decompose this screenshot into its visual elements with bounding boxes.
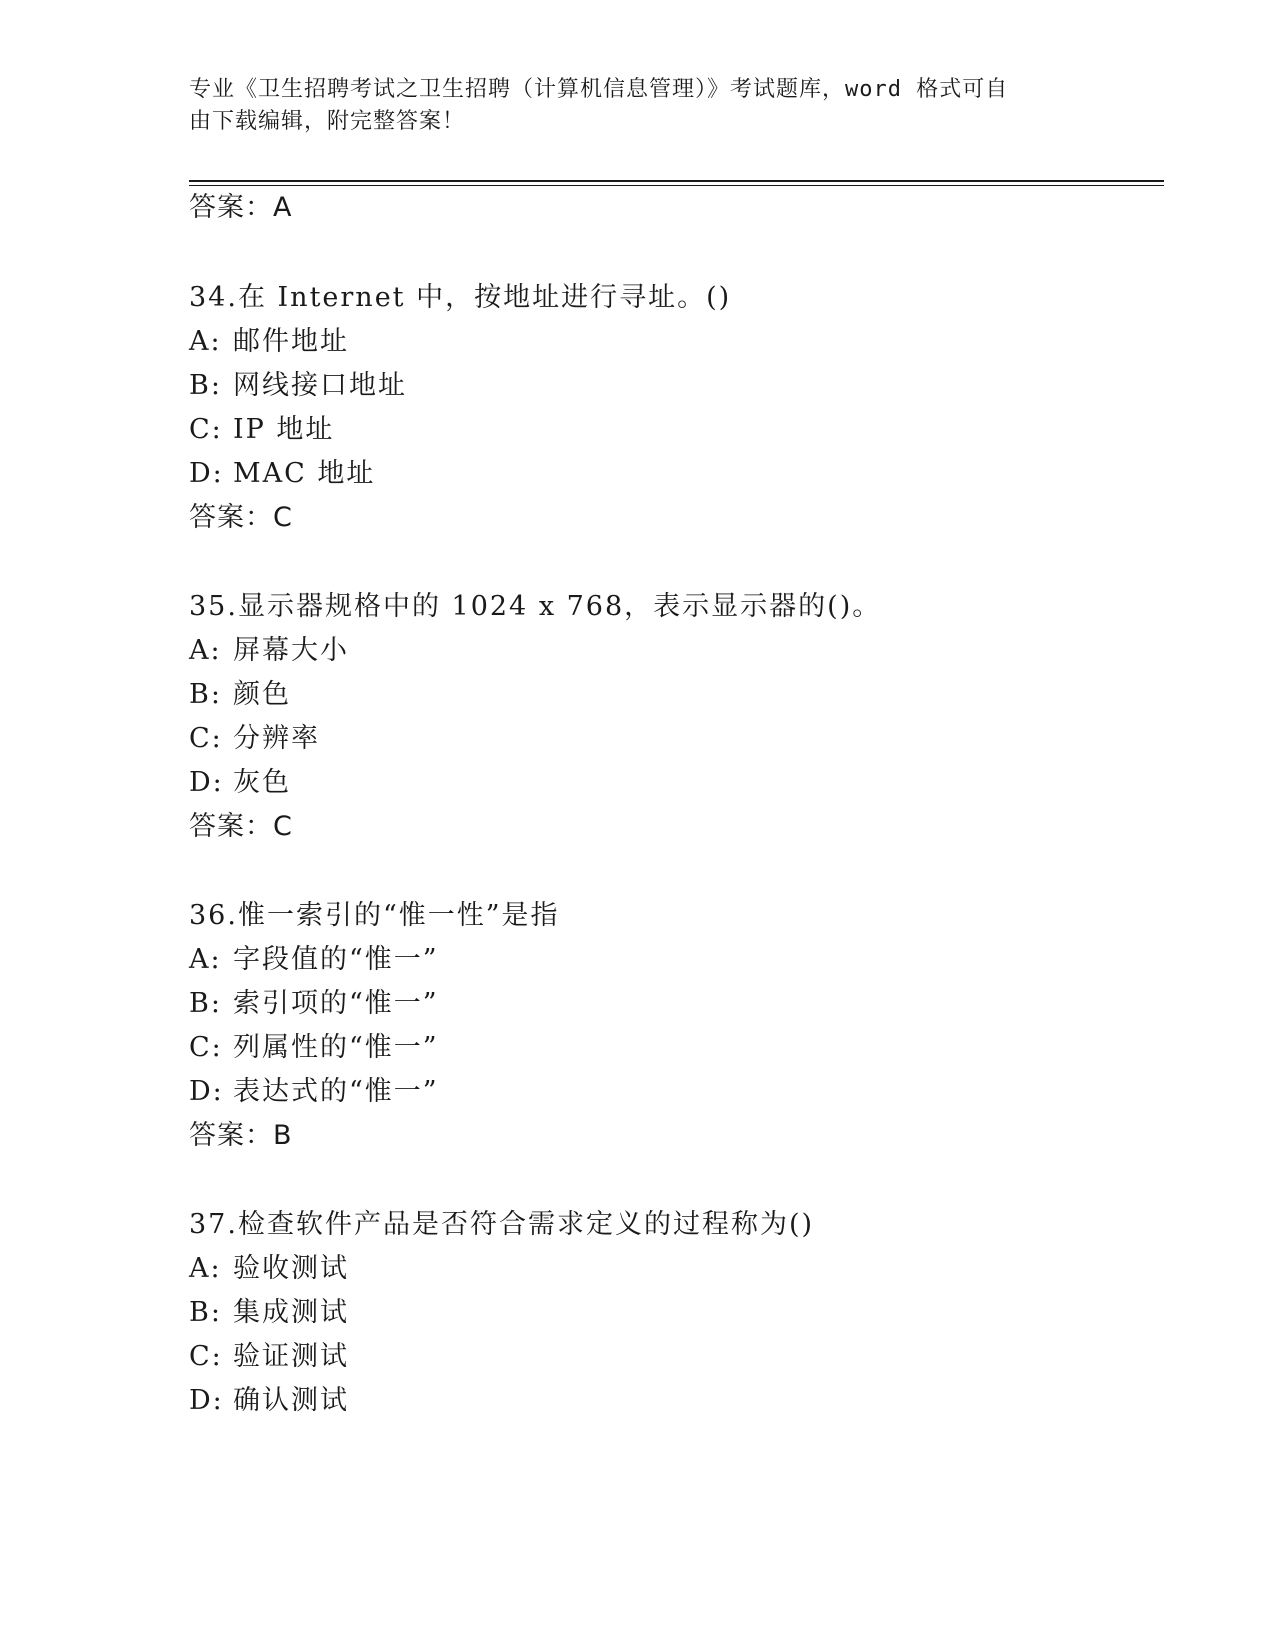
header-line-2: 由下载编辑，附完整答案！ [189, 109, 466, 134]
question-36-answer: 答案：B [189, 1120, 293, 1151]
option-letter: D: [189, 458, 224, 489]
option-letter: C: [189, 723, 223, 754]
question-34-option-b [189, 368, 407, 404]
option-letter: C: [189, 414, 223, 445]
previous-answer: 答案：A [189, 192, 293, 223]
question-36-stem: 36.惟一索引的“惟一性”是指 [189, 900, 560, 931]
option-text: 验收测试 [233, 1253, 349, 1284]
option-text: 集成测试 [233, 1297, 349, 1328]
option-letter: B: [189, 679, 222, 710]
option-text: 网线接口地址 [233, 370, 407, 401]
option-text: 灰色 [233, 767, 291, 798]
option-letter: B: [189, 988, 222, 1019]
option-text: 邮件地址 [233, 326, 349, 357]
question-37-option-d [189, 1383, 349, 1419]
option-letter: A: [189, 635, 222, 666]
option-letter: A: [189, 1253, 222, 1284]
option-text: MAC 地址 [233, 458, 376, 489]
question-35-option-d [189, 765, 291, 801]
question-34-option-c [189, 412, 334, 448]
header-rule-thin [189, 185, 1164, 186]
question-37-option-b [189, 1295, 349, 1331]
question-34-stem: 34.在 Internet 中，按地址进行寻址。() [189, 282, 732, 313]
question-34-answer: 答案：C [189, 502, 293, 533]
option-letter: C: [189, 1341, 223, 1372]
question-35-option-b [189, 677, 291, 713]
option-letter: D: [189, 767, 224, 798]
option-text: 验证测试 [233, 1341, 349, 1372]
option-text: 字段值的“惟一” [233, 944, 439, 975]
option-letter: D: [189, 1076, 224, 1107]
question-36-option-c [189, 1030, 439, 1066]
option-text: IP 地址 [233, 414, 335, 445]
question-37-option-c [189, 1339, 349, 1375]
option-text: 索引项的“惟一” [233, 988, 439, 1019]
question-34-option-d [189, 456, 375, 492]
option-letter: B: [189, 370, 222, 401]
option-letter: A: [189, 326, 222, 357]
question-35-stem: 35.显示器规格中的 1024 x 768，表示显示器的()。 [189, 591, 882, 622]
option-text: 颜色 [233, 679, 291, 710]
option-text: 屏幕大小 [233, 635, 349, 666]
question-35-answer: 答案：C [189, 811, 293, 842]
option-letter: C: [189, 1032, 223, 1063]
option-letter: D: [189, 1385, 224, 1416]
question-37-option-a [189, 1251, 349, 1287]
question-35-option-c [189, 721, 320, 757]
question-34-option-a [189, 324, 349, 360]
option-text: 表达式的“惟一” [233, 1076, 439, 1107]
question-35-option-a [189, 633, 349, 669]
option-text: 分辨率 [233, 723, 320, 754]
question-36-option-b [189, 986, 439, 1022]
option-text: 列属性的“惟一” [233, 1032, 439, 1063]
option-letter: B: [189, 1297, 222, 1328]
question-36-option-a [189, 942, 439, 978]
option-letter: A: [189, 944, 222, 975]
header-rule-thick [189, 180, 1164, 182]
page-header [189, 74, 1089, 138]
question-36-option-d [189, 1074, 439, 1110]
option-text: 确认测试 [233, 1385, 349, 1416]
header-line-1: 专业《卫生招聘考试之卫生招聘（计算机信息管理）》考试题库，word 格式可自 [189, 77, 1009, 102]
question-37-stem: 37.检查软件产品是否符合需求定义的过程称为() [189, 1209, 815, 1240]
